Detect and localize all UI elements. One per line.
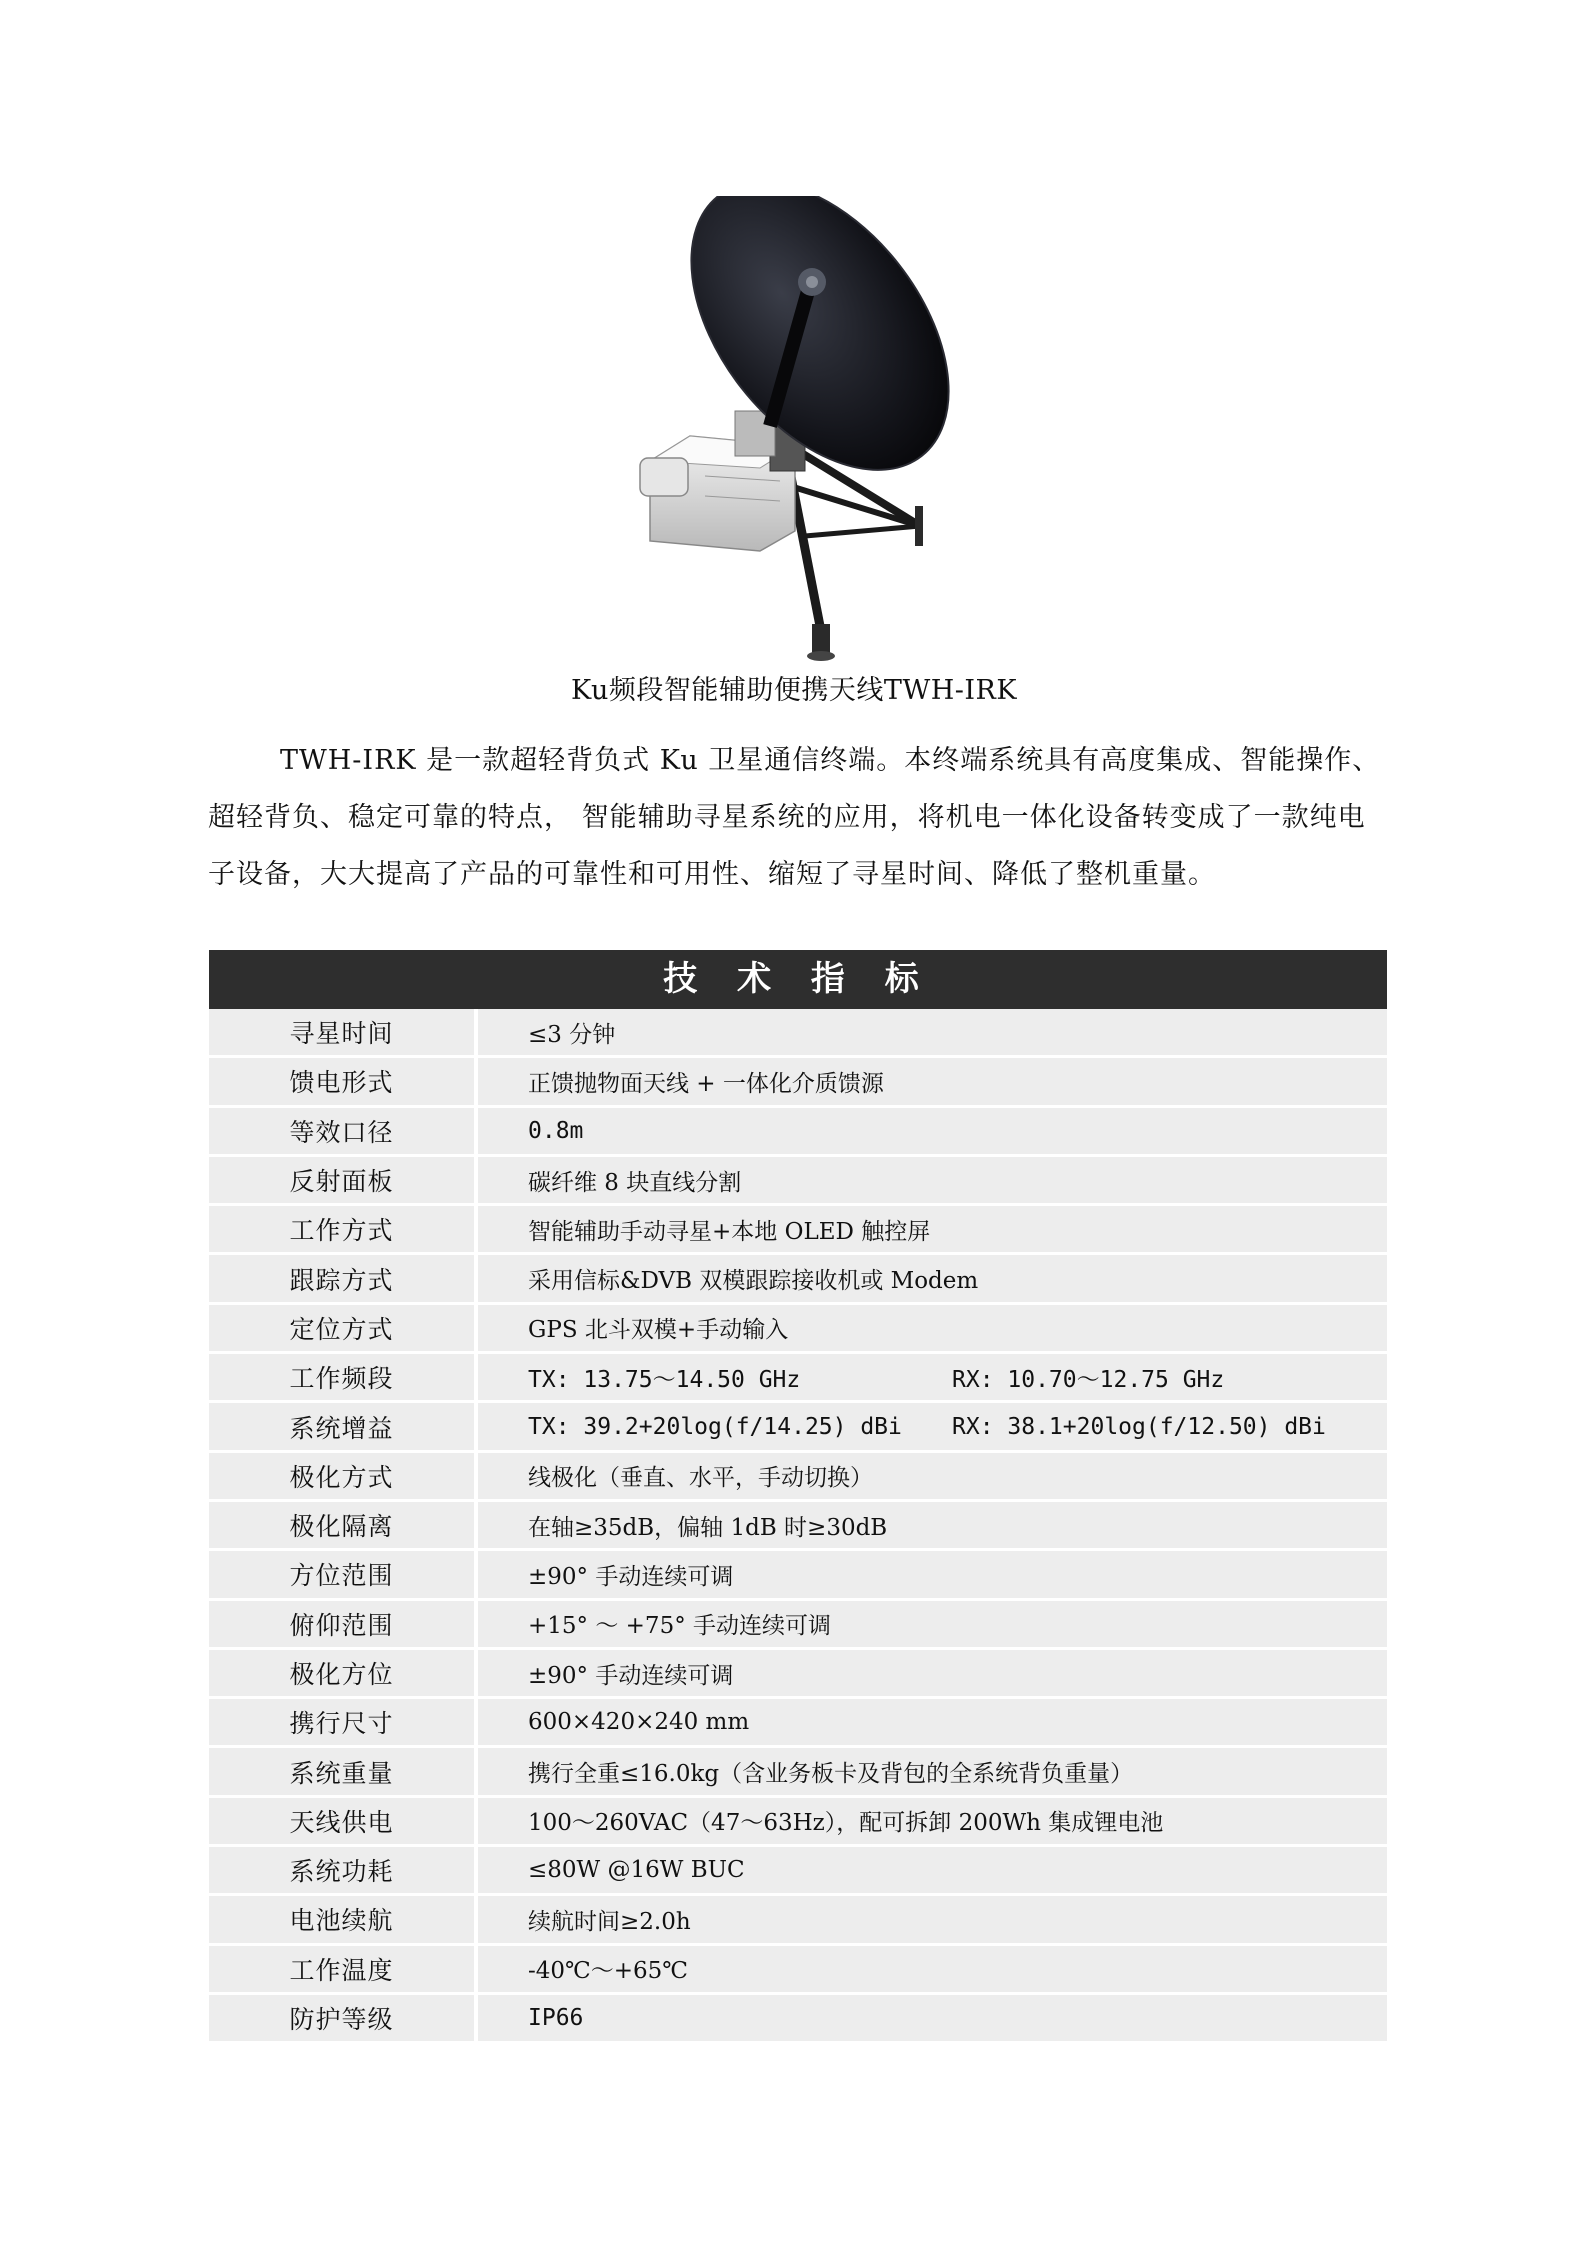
spec-label: 电池续航 — [209, 1896, 478, 1945]
spec-value: 正馈抛物面天线 + 一体化介质馈源 — [478, 1058, 1387, 1107]
table-row — [209, 1255, 1387, 1304]
spec-label: 极化隔离 — [209, 1502, 478, 1551]
spec-label: 方位范围 — [209, 1551, 478, 1600]
table-row — [209, 1650, 1387, 1699]
table-row — [209, 1206, 1387, 1255]
table-row — [209, 1453, 1387, 1502]
spec-value: ±90° 手动连续可调 — [478, 1650, 1387, 1699]
electronics-box — [640, 411, 805, 551]
spec-label: 极化方式 — [209, 1453, 478, 1502]
table-row — [209, 1551, 1387, 1600]
spec-value: 在轴≥35dB，偏轴 1dB 时≥30dB — [478, 1502, 1387, 1551]
table-row — [209, 1502, 1387, 1551]
rx-band: RX: 10.70～12.75 GHz — [952, 1366, 1225, 1393]
spec-value: 携行全重≤16.0kg（含业务板卡及背包的全系统背负重量） — [478, 1748, 1387, 1797]
spec-label: 俯仰范围 — [209, 1601, 478, 1650]
tx-gain: TX: 39.2+20log(f/14.25) dBi — [528, 1413, 902, 1440]
table-row — [209, 1995, 1387, 2044]
table-row — [209, 1601, 1387, 1650]
spec-value — [478, 1403, 1387, 1452]
rx-gain: RX: 38.1+20log(f/12.50) dBi — [952, 1413, 1326, 1440]
table-row — [209, 1157, 1387, 1206]
spec-label: 跟踪方式 — [209, 1255, 478, 1304]
table-row — [209, 1896, 1387, 1945]
spec-label: 天线供电 — [209, 1798, 478, 1847]
spec-table-title: 技 术 指 标 — [209, 950, 1387, 1009]
spec-label: 工作频段 — [209, 1354, 478, 1403]
spec-label: 反射面板 — [209, 1157, 478, 1206]
spec-value: 智能辅助手动寻星+本地 OLED 触控屏 — [478, 1206, 1387, 1255]
table-row — [209, 1305, 1387, 1354]
table-row — [209, 1847, 1387, 1896]
spec-value: ±90° 手动连续可调 — [478, 1551, 1387, 1600]
spec-value: -40℃～+65℃ — [478, 1946, 1387, 1995]
spec-value: ≤3 分钟 — [478, 1009, 1387, 1058]
spec-value: GPS 北斗双模+手动输入 — [478, 1305, 1387, 1354]
spec-table — [209, 950, 1387, 2044]
spec-label: 携行尺寸 — [209, 1699, 478, 1748]
product-caption: Ku频段智能辅助便携天线TWH-IRK — [570, 675, 1018, 706]
spec-value: 0.8m — [478, 1108, 1387, 1157]
spec-value: 600×420×240 mm — [478, 1699, 1387, 1748]
spec-label: 馈电形式 — [209, 1058, 478, 1107]
spec-value: 续航时间≥2.0h — [478, 1896, 1387, 1945]
spec-value: ≤80W @16W BUC — [478, 1847, 1387, 1896]
spec-value: 碳纤维 8 块直线分割 — [478, 1157, 1387, 1206]
spec-label: 系统重量 — [209, 1748, 478, 1797]
table-row — [209, 1403, 1387, 1452]
tripod — [785, 446, 923, 661]
spec-value — [478, 1354, 1387, 1403]
spec-label: 系统功耗 — [209, 1847, 478, 1896]
table-row — [209, 1009, 1387, 1058]
spec-label: 寻星时间 — [209, 1009, 478, 1058]
spec-label: 等效口径 — [209, 1108, 478, 1157]
table-row — [209, 1354, 1387, 1403]
table-row — [209, 1798, 1387, 1847]
spec-label: 工作温度 — [209, 1946, 478, 1995]
table-row — [209, 1748, 1387, 1797]
spec-label: 定位方式 — [209, 1305, 478, 1354]
description-paragraph: TWH-IRK 是一款超轻背负式 Ku 卫星通信终端。本终端系统具有高度集成、智能操作、超轻背负、稳定可靠的特点， 智能辅助寻星系统的应用，将机电一体化设备转变成了一款纯电子设备，大大提高了产品的可靠性和可用性、缩短了寻星时间、降低了整机重量。 — [208, 745, 1381, 890]
spec-label: 系统增益 — [209, 1403, 478, 1452]
spec-value: 100～260VAC（47～63Hz），配可拆卸 200Wh 集成锂电池 — [478, 1798, 1387, 1847]
spec-value: +15° ～ +75° 手动连续可调 — [478, 1601, 1387, 1650]
spec-value: 线极化（垂直、水平，手动切换） — [478, 1453, 1387, 1502]
spec-value: 采用信标&DVB 双模跟踪接收机或 Modem — [478, 1255, 1387, 1304]
satellite-antenna-image — [620, 196, 970, 666]
table-row — [209, 1946, 1387, 1995]
spec-label: 极化方位 — [209, 1650, 478, 1699]
table-row — [209, 1699, 1387, 1748]
spec-label: 防护等级 — [209, 1995, 478, 2044]
table-row — [209, 1108, 1387, 1157]
tx-band: TX: 13.75～14.50 GHz — [528, 1366, 801, 1393]
table-row — [209, 1058, 1387, 1107]
spec-label: 工作方式 — [209, 1206, 478, 1255]
product-description — [208, 732, 1388, 903]
spec-value: IP66 — [478, 1995, 1387, 2044]
